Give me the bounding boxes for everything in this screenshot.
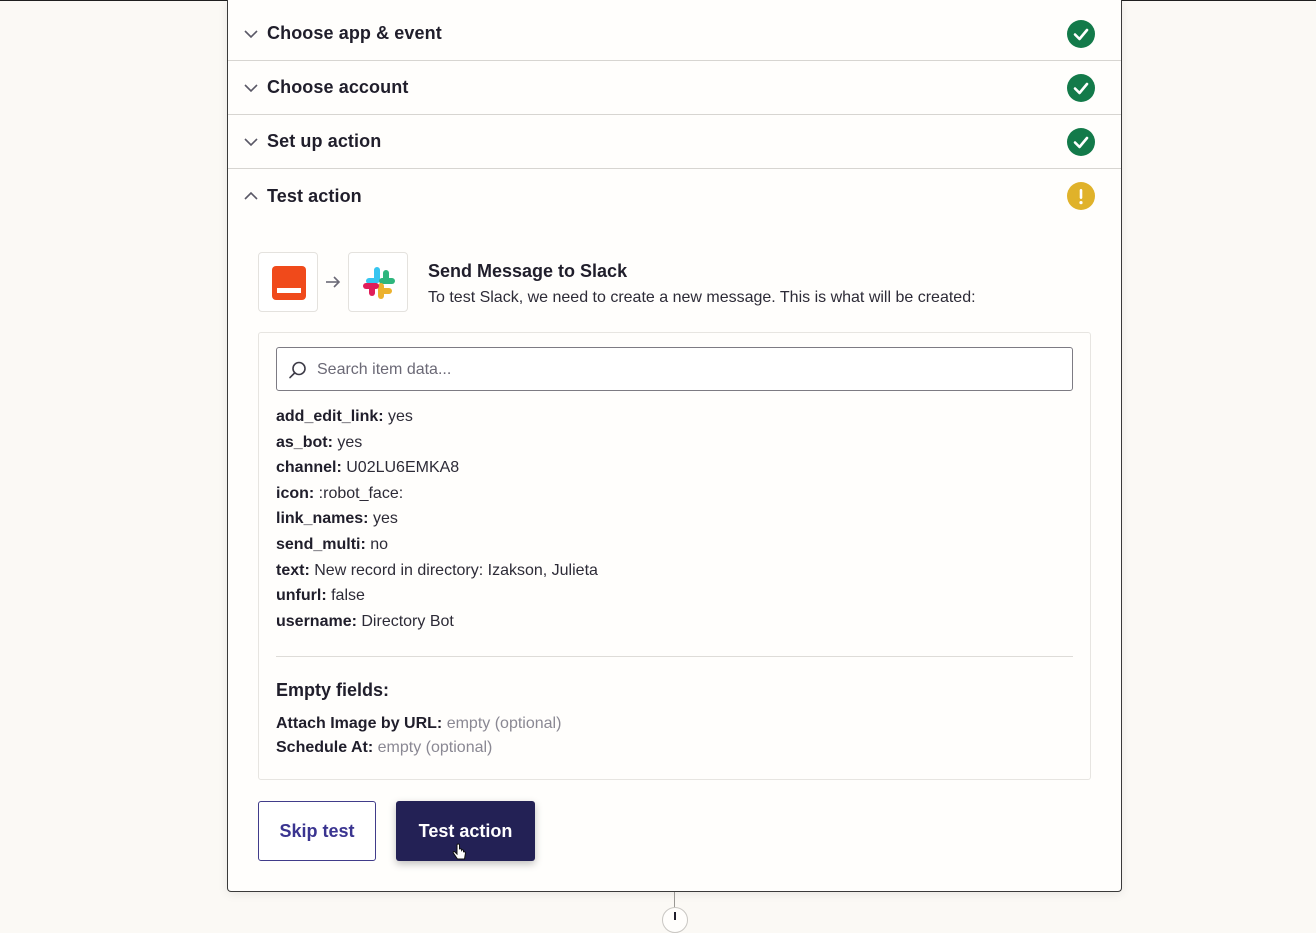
- list-item: text: New record in directory: Izakson, Julieta: [276, 561, 598, 579]
- plus-icon: [674, 912, 676, 920]
- list-item: icon: :robot_face:: [276, 484, 404, 502]
- add-step-button[interactable]: [662, 907, 688, 933]
- empty-fields-heading: Empty fields:: [276, 680, 390, 700]
- step-test-action[interactable]: [228, 169, 1121, 223]
- chevron-down-icon: [243, 26, 259, 42]
- search-icon: [287, 359, 309, 381]
- step-set-up-action[interactable]: [228, 115, 1121, 169]
- step-title: Test action: [267, 185, 362, 206]
- list-item: Schedule At: empty (optional): [276, 739, 493, 756]
- skip-test-button[interactable]: Skip test: [258, 801, 376, 861]
- check-circle-icon: [1067, 20, 1095, 48]
- list-item: Attach Image by URL: empty (optional): [276, 715, 562, 732]
- step-title: Choose account: [267, 77, 409, 97]
- step-title: Choose app & event: [267, 23, 442, 43]
- divider: [276, 656, 1073, 657]
- empty-field-list: [276, 715, 561, 763]
- list-item: channel: U02LU6EMKA8: [276, 459, 460, 477]
- warning-icon: [1067, 182, 1095, 210]
- step-title: Set up action: [267, 131, 382, 151]
- list-item: add_edit_link: yes: [276, 408, 413, 425]
- step-choose-app-event[interactable]: [228, 7, 1121, 61]
- hand-cursor-icon: [452, 843, 468, 863]
- step-choose-account[interactable]: [228, 61, 1121, 115]
- list-item: link_names: yes: [276, 510, 398, 528]
- search-input[interactable]: [276, 347, 1073, 391]
- chevron-down-icon: [243, 134, 259, 150]
- chevron-down-icon: [243, 80, 259, 96]
- search-placeholder: Search item data...: [317, 361, 452, 378]
- list-item: unfurl: false: [276, 587, 365, 605]
- action-title: Send Message to Slack: [428, 261, 628, 281]
- check-circle-icon: [1067, 74, 1095, 102]
- item-data-card: [258, 332, 1091, 780]
- list-item: send_multi: no: [276, 535, 389, 553]
- field-list: [276, 408, 598, 638]
- arrow-right-icon: [324, 273, 342, 291]
- list-item: username: Directory Bot: [276, 612, 454, 630]
- check-circle-icon: [1067, 128, 1095, 156]
- test-action-button[interactable]: Test action: [396, 801, 535, 861]
- action-step-panel: [227, 0, 1122, 892]
- list-item: as_bot: yes: [276, 433, 363, 451]
- chevron-up-icon: [243, 188, 259, 204]
- trigger-app-icon: [258, 252, 318, 312]
- action-description: To test Slack, we need to create a new message. This is what will be created:: [428, 289, 976, 306]
- slack-icon: [348, 252, 408, 312]
